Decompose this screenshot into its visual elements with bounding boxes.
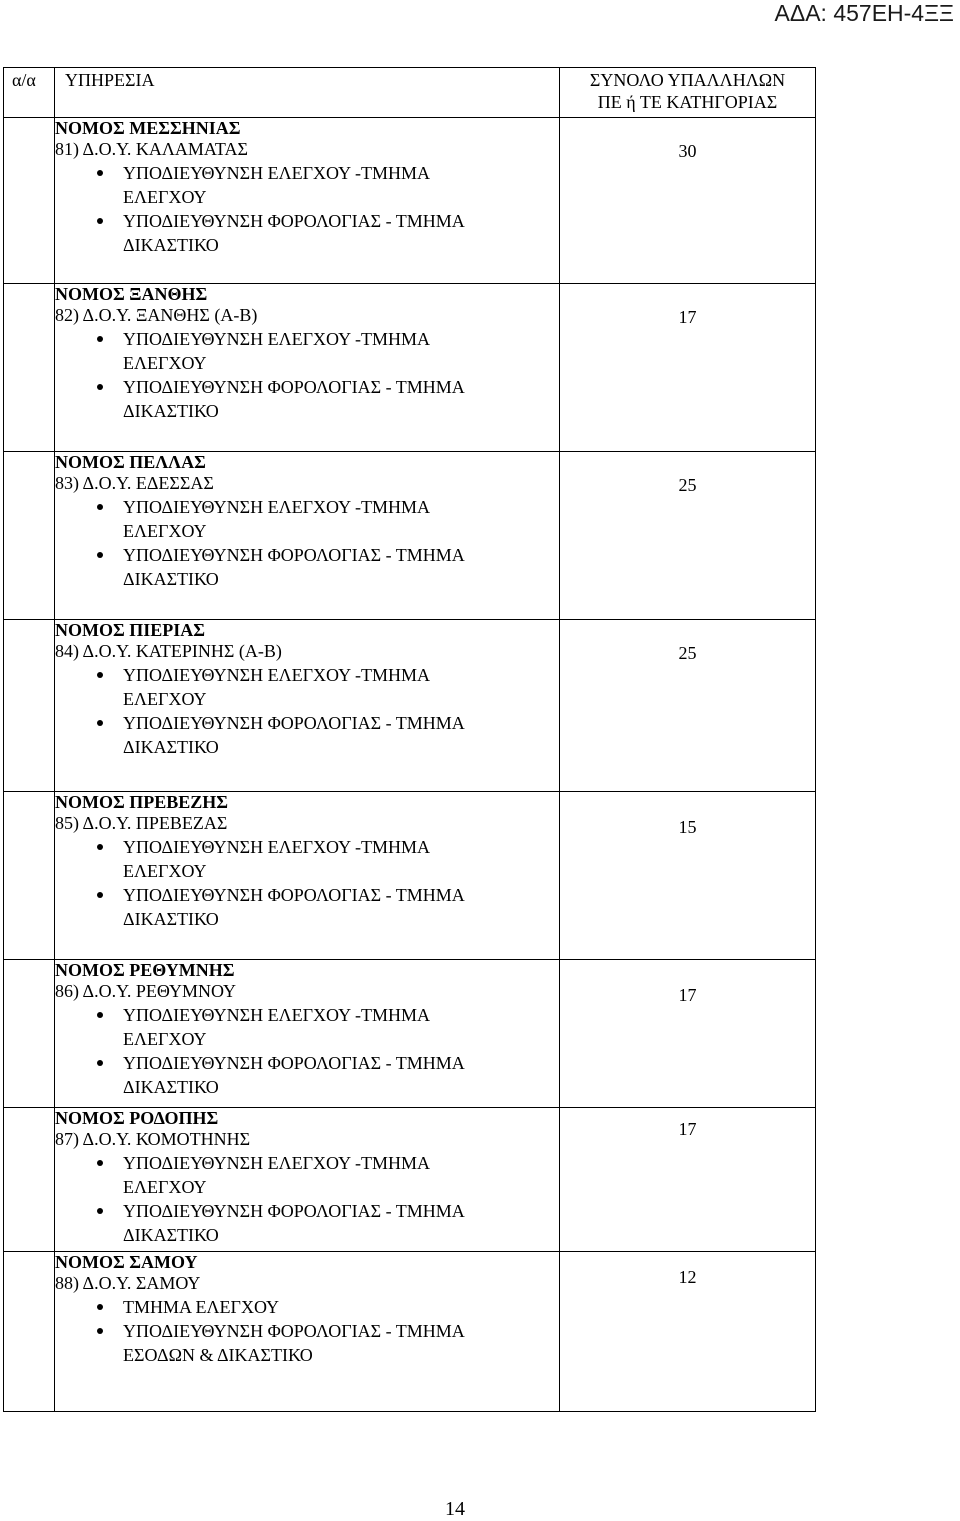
total-value: 15 [678, 817, 697, 837]
table-row [4, 620, 816, 792]
row-aa-cell [4, 792, 55, 960]
row-aa-cell [4, 452, 55, 620]
unit-list-item [55, 543, 559, 591]
bullet-icon [97, 170, 103, 176]
unit-line: ΥΠΟΔΙΕΥΘΥΝΣΗ ΦΟΡΟΛΟΓΙΑΣ - ΤΜΗΜΑ [123, 1053, 465, 1073]
nomos-heading: ΝΟΜΟΣ ΠΕΛΛΑΣ [55, 452, 206, 472]
col-header-service: ΥΠΗΡΕΣΙΑ [55, 68, 560, 118]
row-aa-cell [4, 284, 55, 452]
ada-code: ΑΔΑ: 457ΕΗ-4ΞΞ [774, 0, 954, 26]
bullet-icon [97, 1012, 103, 1018]
unit-line: ΥΠΟΔΙΕΥΘΥΝΣΗ ΦΟΡΟΛΟΓΙΑΣ - ΤΜΗΜΑ [123, 885, 465, 905]
unit-list-item [55, 835, 559, 883]
row-total-cell [560, 452, 816, 620]
unit-list-item [55, 1051, 559, 1099]
bullet-icon [97, 218, 103, 224]
bullet-icon [97, 1060, 103, 1066]
row-aa-cell [4, 1108, 55, 1252]
bullet-icon [97, 720, 103, 726]
total-value: 17 [678, 1119, 697, 1139]
bullet-icon [97, 1160, 103, 1166]
table-row [4, 118, 816, 284]
unit-line: ΥΠΟΔΙΕΥΘΥΝΣΗ ΕΛΕΓΧΟΥ -ΤΜΗΜΑ [123, 665, 430, 685]
doy-name: 83) Δ.Ο.Υ. ΕΔΕΣΣΑΣ [55, 473, 214, 493]
unit-list-item [55, 663, 559, 711]
unit-line: ΕΛΕΓΧΟΥ [123, 353, 207, 373]
total-value: 17 [678, 307, 697, 327]
unit-list-item [55, 375, 559, 423]
unit-line: ΕΛΕΓΧΟΥ [123, 521, 207, 541]
table-row [4, 452, 816, 620]
unit-line: ΔΙΚΑΣΤΙΚΟ [123, 401, 219, 421]
col-header-total [560, 68, 816, 118]
nomos-heading: ΝΟΜΟΣ ΣΑΜΟΥ [55, 1252, 198, 1272]
unit-line: ΔΙΚΑΣΤΙΚΟ [123, 909, 219, 929]
unit-list-item [55, 1319, 559, 1367]
table-row [4, 960, 816, 1108]
unit-line: ΕΛΕΓΧΟΥ [123, 1177, 207, 1197]
unit-line: ΥΠΟΔΙΕΥΘΥΝΣΗ ΦΟΡΟΛΟΓΙΑΣ - ΤΜΗΜΑ [123, 1321, 465, 1341]
bullet-icon [97, 1208, 103, 1214]
nomos-heading: ΝΟΜΟΣ ΜΕΣΣΗΝΙΑΣ [55, 118, 241, 138]
nomos-heading: ΝΟΜΟΣ ΠΡΕΒΕΖΗΣ [55, 792, 229, 812]
row-total-cell [560, 792, 816, 960]
bullet-icon [97, 1328, 103, 1334]
unit-line: ΕΛΕΓΧΟΥ [123, 689, 207, 709]
doy-name: 84) Δ.Ο.Υ. ΚΑΤΕΡΙΝΗΣ (Α-Β) [55, 641, 282, 661]
col-header-total-line2: ΠΕ ή ΤΕ ΚΑΤΗΓΟΡΙΑΣ [597, 92, 778, 112]
unit-list-item [55, 161, 559, 209]
unit-line: ΥΠΟΔΙΕΥΘΥΝΣΗ ΕΛΕΓΧΟΥ -ΤΜΗΜΑ [123, 163, 430, 183]
bullet-icon [97, 504, 103, 510]
unit-list-item [55, 1003, 559, 1051]
total-value: 30 [678, 141, 697, 161]
row-total-cell [560, 1108, 816, 1252]
unit-line: ΔΙΚΑΣΤΙΚΟ [123, 569, 219, 589]
unit-list-item [55, 495, 559, 543]
nomos-heading: ΝΟΜΟΣ ΡΟΔΟΠΗΣ [55, 1108, 219, 1128]
unit-list-item [55, 1199, 559, 1247]
row-aa-cell [4, 1252, 55, 1412]
row-service-cell [55, 452, 560, 620]
unit-list-item [55, 1151, 559, 1199]
unit-line: ΕΛΕΓΧΟΥ [123, 861, 207, 881]
unit-line: ΕΣΟΔΩΝ & ΔΙΚΑΣΤΙΚΟ [123, 1345, 313, 1365]
nomos-heading: ΝΟΜΟΣ ΞΑΝΘΗΣ [55, 284, 208, 304]
total-value: 17 [678, 985, 697, 1005]
total-value: 25 [678, 643, 697, 663]
row-service-cell [55, 620, 560, 792]
unit-line: ΥΠΟΔΙΕΥΘΥΝΣΗ ΦΟΡΟΛΟΓΙΑΣ - ΤΜΗΜΑ [123, 211, 465, 231]
unit-list-item [55, 711, 559, 759]
unit-list-item [55, 883, 559, 931]
doy-name: 81) Δ.Ο.Υ. ΚΑΛΑΜΑΤΑΣ [55, 139, 248, 159]
row-service-cell [55, 1252, 560, 1412]
row-total-cell [560, 960, 816, 1108]
doy-name: 88) Δ.Ο.Υ. ΣΑΜΟΥ [55, 1273, 201, 1293]
unit-list-item [55, 1295, 559, 1319]
table-row [4, 1108, 816, 1252]
col-header-aa: α/α [4, 68, 55, 118]
doy-name: 82) Δ.Ο.Υ. ΞΑΝΘΗΣ (Α-Β) [55, 305, 258, 325]
unit-line: ΔΙΚΑΣΤΙΚΟ [123, 1225, 219, 1245]
row-total-cell [560, 620, 816, 792]
total-value: 12 [678, 1267, 697, 1287]
unit-line: ΥΠΟΔΙΕΥΘΥΝΣΗ ΦΟΡΟΛΟΓΙΑΣ - ΤΜΗΜΑ [123, 713, 465, 733]
unit-line: ΥΠΟΔΙΕΥΘΥΝΣΗ ΕΛΕΓΧΟΥ -ΤΜΗΜΑ [123, 329, 430, 349]
table-row [4, 284, 816, 452]
row-aa-cell [4, 960, 55, 1108]
unit-line: ΥΠΟΔΙΕΥΘΥΝΣΗ ΕΛΕΓΧΟΥ -ΤΜΗΜΑ [123, 497, 430, 517]
bullet-icon [97, 1304, 103, 1310]
unit-line: ΔΙΚΑΣΤΙΚΟ [123, 1077, 219, 1097]
unit-line: ΥΠΟΔΙΕΥΘΥΝΣΗ ΕΛΕΓΧΟΥ -ΤΜΗΜΑ [123, 1153, 430, 1173]
row-service-cell [55, 960, 560, 1108]
unit-line: ΥΠΟΔΙΕΥΘΥΝΣΗ ΕΛΕΓΧΟΥ -ΤΜΗΜΑ [123, 1005, 430, 1025]
total-value: 25 [678, 475, 697, 495]
bullet-icon [97, 384, 103, 390]
staff-table [3, 67, 816, 1412]
unit-line: ΥΠΟΔΙΕΥΘΥΝΣΗ ΕΛΕΓΧΟΥ -ΤΜΗΜΑ [123, 837, 430, 857]
nomos-heading: ΝΟΜΟΣ ΠΙΕΡΙΑΣ [55, 620, 206, 640]
row-aa-cell [4, 118, 55, 284]
row-service-cell [55, 792, 560, 960]
unit-line: ΥΠΟΔΙΕΥΘΥΝΣΗ ΦΟΡΟΛΟΓΙΑΣ - ΤΜΗΜΑ [123, 545, 465, 565]
unit-list-item [55, 327, 559, 375]
bullet-icon [97, 672, 103, 678]
page-number: 14 [445, 1498, 465, 1520]
row-service-cell [55, 1108, 560, 1252]
unit-line: ΕΛΕΓΧΟΥ [123, 187, 207, 207]
bullet-icon [97, 336, 103, 342]
unit-list-item [55, 209, 559, 257]
row-service-cell [55, 284, 560, 452]
row-service-cell [55, 118, 560, 284]
unit-line: ΥΠΟΔΙΕΥΘΥΝΣΗ ΦΟΡΟΛΟΓΙΑΣ - ΤΜΗΜΑ [123, 377, 465, 397]
row-total-cell [560, 118, 816, 284]
row-total-cell [560, 284, 816, 452]
table-row [4, 1252, 816, 1412]
table-row [4, 792, 816, 960]
col-header-total-line1: ΣΥΝΟΛΟ ΥΠΑΛΛΗΛΩΝ [589, 70, 786, 90]
row-total-cell [560, 1252, 816, 1412]
unit-line: ΔΙΚΑΣΤΙΚΟ [123, 235, 219, 255]
unit-line: ΕΛΕΓΧΟΥ [123, 1029, 207, 1049]
unit-line: ΤΜΗΜΑ ΕΛΕΓΧΟΥ [123, 1297, 280, 1317]
doy-name: 85) Δ.Ο.Υ. ΠΡΕΒΕΖΑΣ [55, 813, 228, 833]
doy-name: 86) Δ.Ο.Υ. ΡΕΘΥΜΝΟΥ [55, 981, 237, 1001]
bullet-icon [97, 892, 103, 898]
bullet-icon [97, 552, 103, 558]
bullet-icon [97, 844, 103, 850]
row-aa-cell [4, 620, 55, 792]
unit-line: ΥΠΟΔΙΕΥΘΥΝΣΗ ΦΟΡΟΛΟΓΙΑΣ - ΤΜΗΜΑ [123, 1201, 465, 1221]
doy-name: 87) Δ.Ο.Υ. ΚΟΜΟΤΗΝΗΣ [55, 1129, 251, 1149]
table-header-row [4, 68, 816, 118]
unit-line: ΔΙΚΑΣΤΙΚΟ [123, 737, 219, 757]
nomos-heading: ΝΟΜΟΣ ΡΕΘΥΜΝΗΣ [55, 960, 235, 980]
